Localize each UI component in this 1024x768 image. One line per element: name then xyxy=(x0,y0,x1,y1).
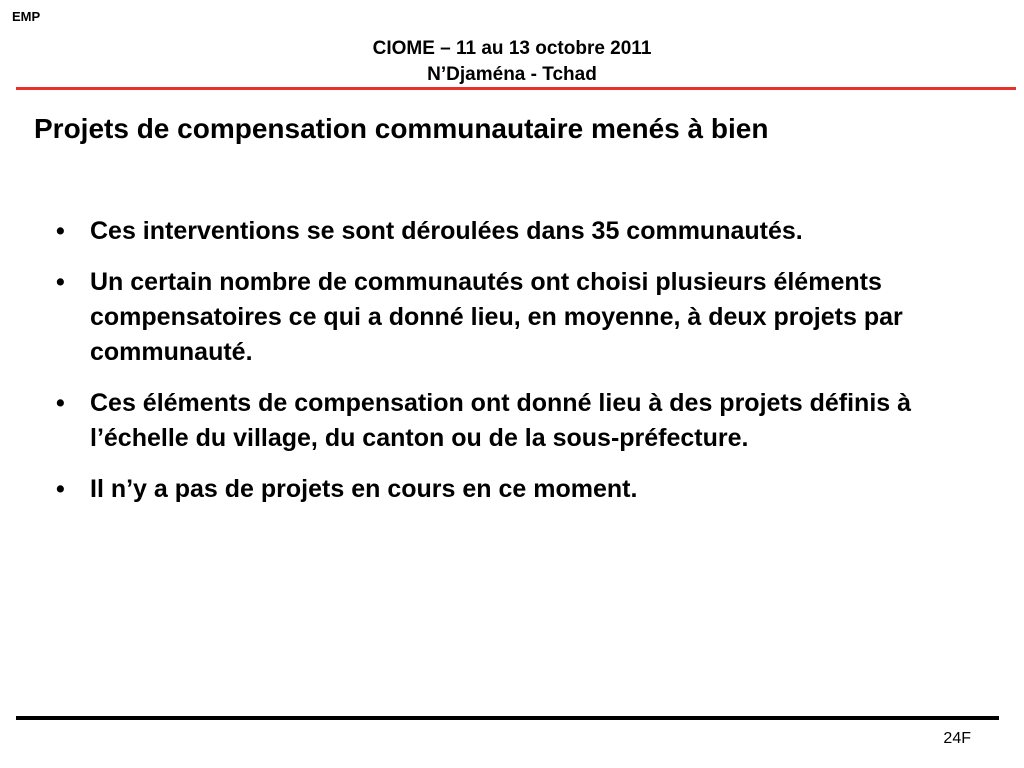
bullet-icon: • xyxy=(56,389,65,417)
page-number: 24F xyxy=(943,730,971,747)
header-event-line: CIOME – 11 au 13 octobre 2011 xyxy=(372,38,652,59)
header-location-line: N’Djaména - Tchad xyxy=(427,64,597,85)
slide-title: Projets de compensation communautaire menés à bien xyxy=(34,113,769,144)
bullet-text: Un certain nombre de communautés ont choisi plusieurs éléments compensatoires ce qui a donné lieu, en moyenne, à deux projets par communauté. xyxy=(90,268,903,366)
bullet-item xyxy=(56,472,976,507)
bullet-icon: • xyxy=(56,217,65,245)
header-divider xyxy=(16,87,1016,90)
bullet-text: Il n’y a pas de projets en cours en ce moment. xyxy=(90,475,638,503)
bullet-item xyxy=(56,386,976,456)
bullet-list xyxy=(56,214,976,523)
bullet-item xyxy=(56,214,976,249)
org-label: EMP xyxy=(12,9,41,24)
bullet-text: Ces interventions se sont déroulées dans 35 communautés. xyxy=(90,217,803,245)
bullet-icon: • xyxy=(56,268,65,296)
bullet-item xyxy=(56,265,976,370)
bullet-text: Ces éléments de compensation ont donné lieu à des projets définis à l’échelle du village, du canton ou de la sous-préfecture. xyxy=(90,389,912,452)
bullet-icon: • xyxy=(56,475,65,503)
footer-divider xyxy=(16,716,999,720)
